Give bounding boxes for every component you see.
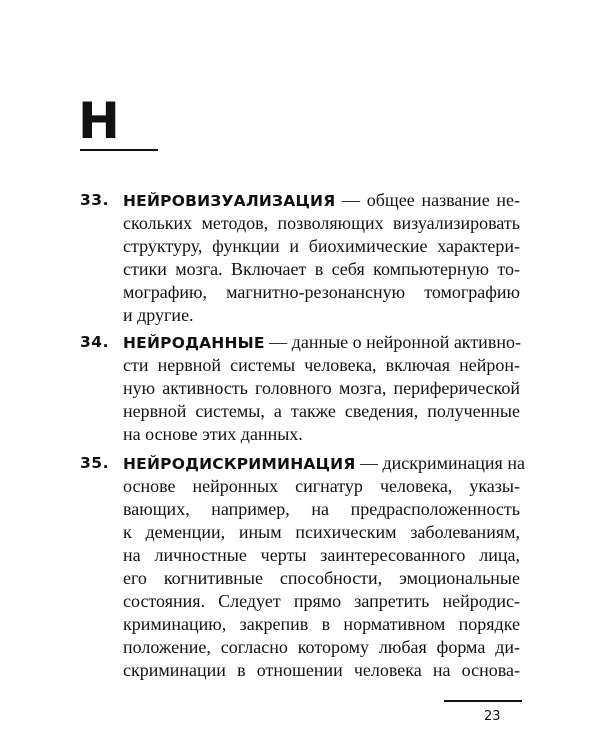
entry-text-line: структуру, функции и биохимические характери- [123,236,520,256]
section-letter: Н [78,92,120,150]
entry-number: 35. [80,454,109,472]
entry-term: НЕЙРОВИЗУАЛИЗАЦИЯ [123,192,336,210]
entry-text-line: сти нервной системы человека, включая нейрон- [123,355,520,375]
entry-text-line: и другие. [123,305,194,325]
entry-text: — данные о нейронной активно- [264,332,521,352]
entry-text-line: вающих, например, на предрасположенность [123,499,520,519]
entry-text: — дискриминация на [355,453,525,473]
entry-text-line: скриминации в отношении человека на основа- [123,660,520,680]
entry-text-line: основе нейронных сигнатур человека, указы- [123,476,520,496]
entry-term: НЕЙРОДАННЫЕ [123,334,265,352]
entry-text-line [123,331,520,355]
entry-text-line: на личностные черты заинтересованного лица, [123,545,520,565]
section-divider [80,149,158,151]
entry-text-line: его когнитивные способности, эмоциональные [123,568,520,588]
footer-divider [444,700,522,702]
entry-text-line: положение, согласно которому любая форма ди- [123,637,520,657]
entry-text-line: состояния. Следует прямо запретить нейродис- [123,591,520,611]
entry-text-line [123,189,520,213]
entry-text-line: стики мозга. Включает в себя компьютерную то- [123,259,520,279]
entry-number: 33. [80,191,109,209]
entry-text: — общее название не- [335,190,520,210]
page-number: 23 [484,709,501,724]
entry-text-line: на основе этих данных. [123,424,303,444]
entry-text-line [123,452,525,476]
entry-text-line: ную активность головного мозга, периферической [123,378,520,398]
entry-text-line: нервной системы, а также сведения, полученные [123,401,520,421]
entry-term: НЕЙРОДИСКРИМИНАЦИЯ [123,455,356,473]
entry-text-line: к деменции, иным психическим заболеваниям, [123,522,520,542]
entry-text-line: скольких методов, позволяющих визуализировать [123,213,520,233]
entry-text-line: мографию, магнитно-резонансную томографию [123,282,520,302]
entry-text-line: криминацию, закрепив в нормативном порядке [123,614,520,634]
entry-number: 34. [80,333,109,351]
